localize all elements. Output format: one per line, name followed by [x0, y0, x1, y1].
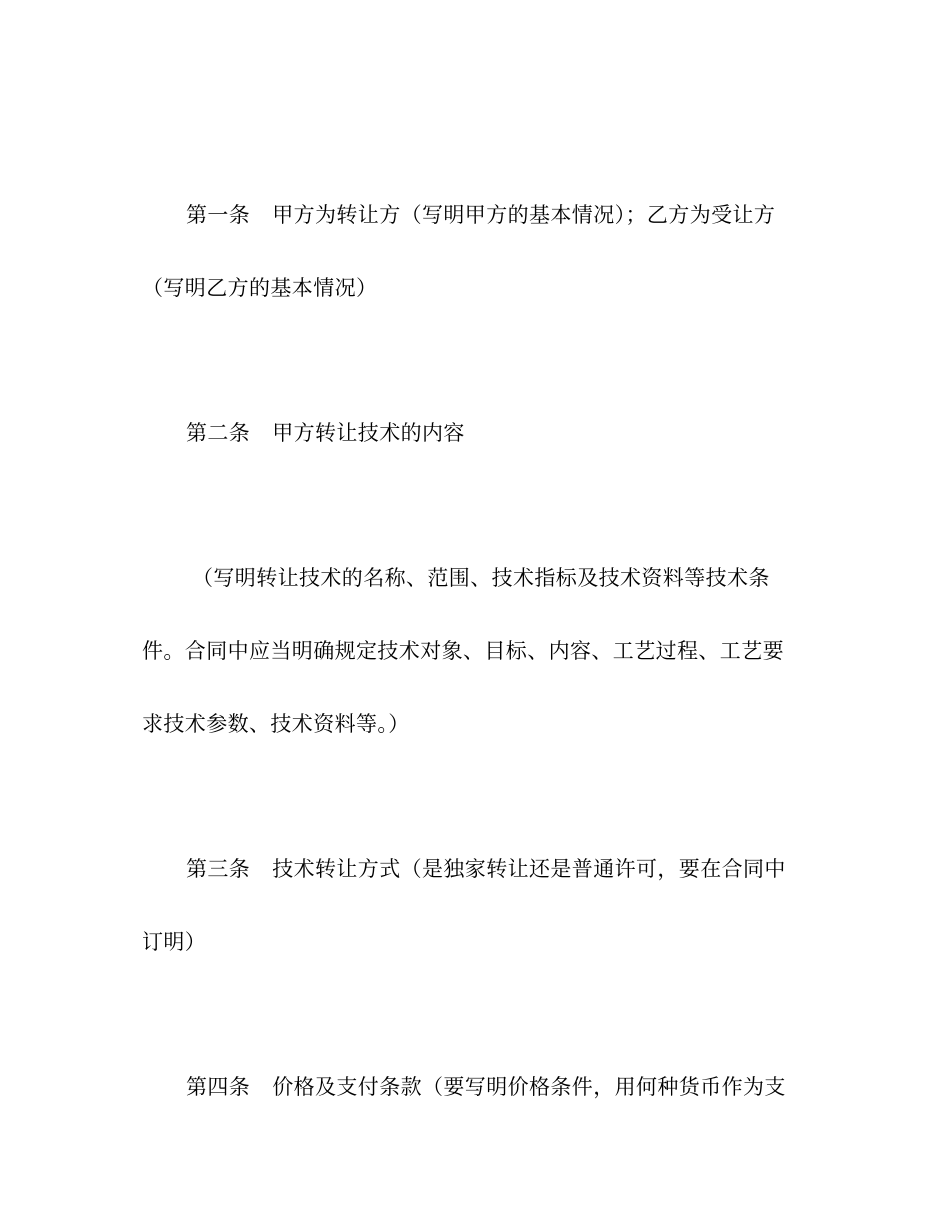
clause3-line1	[186, 854, 846, 884]
clause2-heading: 第二条	[186, 421, 251, 445]
clause3-heading: 第三条	[186, 857, 251, 881]
clause1-line1	[186, 200, 846, 230]
clause4-heading: 第四条	[186, 1075, 251, 1099]
clause4-line1	[186, 1072, 846, 1102]
clause3-text: 技术转让方式（是独家转让还是普通许可，要在合同中	[272, 857, 786, 881]
clause3-line2: 订明）	[142, 930, 207, 954]
clause1-line2: （写明乙方的基本情况）	[142, 276, 378, 300]
clause2-note-line2: 件。合同中应当明确规定技术对象、目标、内容、工艺过程、工艺要	[142, 639, 784, 663]
clause2-text: 甲方转让技术的内容	[272, 421, 465, 445]
clause1-heading: 第一条	[186, 203, 251, 227]
clause4-text: 价格及支付条款（要写明价格条件，用何种货币作为支	[272, 1075, 786, 1099]
clause2-line1	[186, 418, 846, 448]
clause1-text: 甲方为转让方（写明甲方的基本情况）；乙方为受让方	[272, 203, 776, 227]
clause2-note-line1: （写明转让技术的名称、范围、技术指标及技术资料等技术条	[192, 566, 770, 590]
clause2-note-line3: 求技术参数、技术资料等。）	[142, 712, 410, 736]
